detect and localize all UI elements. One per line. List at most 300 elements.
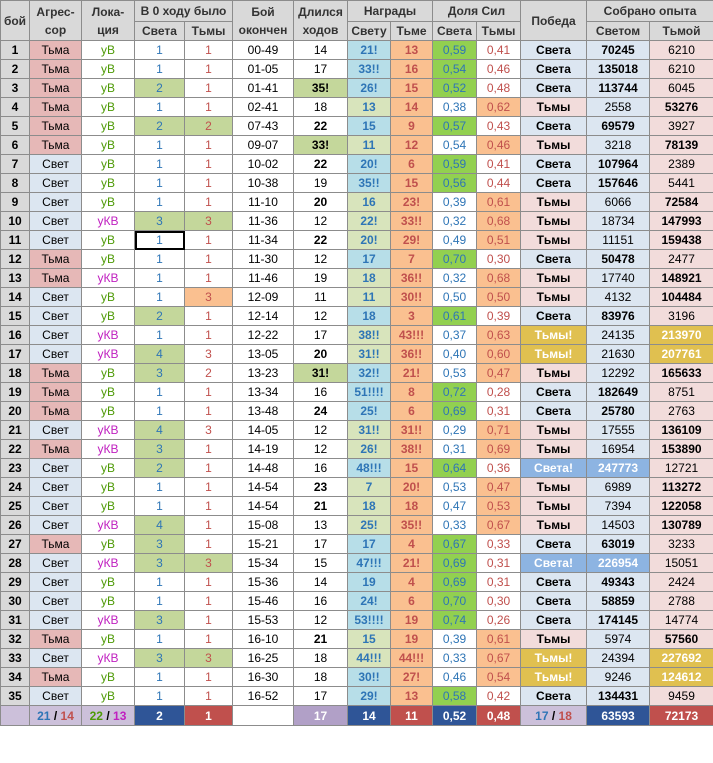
cell-sobrano-svetom[interactable]: 4132: [587, 288, 650, 307]
cell-sobrano-tmoy[interactable]: 122058: [650, 497, 713, 516]
cell-v0-sveta[interactable]: 1: [135, 136, 185, 155]
cell-nagrady-svetu[interactable]: 22!: [348, 212, 391, 231]
cell-dolya-tmy[interactable]: 0,68: [477, 269, 521, 288]
cell-sobrano-tmoy[interactable]: 207761: [650, 345, 713, 364]
cell-sobrano-svetom[interactable]: 18734: [587, 212, 650, 231]
cell-boy[interactable]: 2: [1, 60, 30, 79]
cell-agressor[interactable]: Тьма: [30, 60, 82, 79]
cell-pobeda[interactable]: Света!: [521, 554, 587, 573]
cell-pobeda[interactable]: Света: [521, 611, 587, 630]
cell-nagrady-svetu[interactable]: 32!!: [348, 364, 391, 383]
cell-boy[interactable]: 32: [1, 630, 30, 649]
cell-sobrano-tmoy[interactable]: 9459: [650, 687, 713, 706]
cell-sobrano-svetom[interactable]: 14503: [587, 516, 650, 535]
cell-lokaciya[interactable]: уВ: [82, 592, 135, 611]
cell-v0-sveta[interactable]: 1: [135, 41, 185, 60]
cell-dolya-sveta[interactable]: 0,59: [433, 155, 477, 174]
cell-dolya-tmy[interactable]: 0,43: [477, 117, 521, 136]
cell-v0-tmy[interactable]: 3: [185, 554, 233, 573]
cell-boy-okonchen[interactable]: 15-46: [233, 592, 294, 611]
cell-v0-tmy[interactable]: 2: [185, 364, 233, 383]
cell-pobeda[interactable]: Света: [521, 535, 587, 554]
cell-nagrady-tme[interactable]: 15: [391, 459, 433, 478]
totals-blank[interactable]: [1, 706, 30, 726]
cell-boy[interactable]: 4: [1, 98, 30, 117]
cell-lokaciya[interactable]: уВ: [82, 497, 135, 516]
cell-dolya-sveta[interactable]: 0,53: [433, 478, 477, 497]
cell-agressor[interactable]: Свет: [30, 592, 82, 611]
cell-nagrady-tme[interactable]: 14: [391, 98, 433, 117]
cell-dolya-tmy[interactable]: 0,61: [477, 193, 521, 212]
cell-lokaciya[interactable]: уВ: [82, 402, 135, 421]
cell-dlilsya[interactable]: 12: [294, 212, 348, 231]
cell-v0-sveta[interactable]: 2: [135, 117, 185, 136]
cell-sobrano-svetom[interactable]: 226954: [587, 554, 650, 573]
cell-dlilsya[interactable]: 20: [294, 345, 348, 364]
cell-boy-okonchen[interactable]: 01-05: [233, 60, 294, 79]
header-sobrano-svetom[interactable]: Светом: [587, 22, 650, 41]
cell-dolya-sveta[interactable]: 0,53: [433, 364, 477, 383]
cell-sobrano-svetom[interactable]: 70245: [587, 41, 650, 60]
cell-v0-tmy[interactable]: 1: [185, 326, 233, 345]
cell-nagrady-tme[interactable]: 6: [391, 592, 433, 611]
cell-nagrady-tme[interactable]: 7: [391, 250, 433, 269]
cell-nagrady-svetu[interactable]: 17: [348, 250, 391, 269]
cell-nagrady-svetu[interactable]: 24!: [348, 592, 391, 611]
cell-v0-sveta[interactable]: 3: [135, 554, 185, 573]
cell-sobrano-tmoy[interactable]: 2763: [650, 402, 713, 421]
cell-v0-sveta[interactable]: 1: [135, 155, 185, 174]
cell-v0-sveta[interactable]: 3: [135, 364, 185, 383]
cell-v0-tmy[interactable]: 1: [185, 60, 233, 79]
cell-dlilsya[interactable]: 22: [294, 231, 348, 250]
cell-nagrady-svetu[interactable]: 15: [348, 117, 391, 136]
cell-v0-sveta[interactable]: 1: [135, 326, 185, 345]
cell-dlilsya[interactable]: 12: [294, 611, 348, 630]
cell-sobrano-svetom[interactable]: 58859: [587, 592, 650, 611]
cell-pobeda[interactable]: Тьмы!: [521, 668, 587, 687]
cell-agressor[interactable]: Тьма: [30, 79, 82, 98]
cell-sobrano-tmoy[interactable]: 3927: [650, 117, 713, 136]
cell-sobrano-svetom[interactable]: 107964: [587, 155, 650, 174]
cell-v0-tmy[interactable]: 1: [185, 307, 233, 326]
cell-dolya-sveta[interactable]: 0,54: [433, 136, 477, 155]
cell-dolya-tmy[interactable]: 0,42: [477, 687, 521, 706]
cell-v0-tmy[interactable]: 1: [185, 535, 233, 554]
cell-v0-sveta[interactable]: 1: [135, 383, 185, 402]
cell-lokaciya[interactable]: уКВ: [82, 326, 135, 345]
cell-dlilsya[interactable]: 23: [294, 478, 348, 497]
cell-nagrady-tme[interactable]: 29!: [391, 231, 433, 250]
cell-lokaciya[interactable]: уВ: [82, 668, 135, 687]
cell-nagrady-tme[interactable]: 13: [391, 687, 433, 706]
cell-lokaciya[interactable]: уКВ: [82, 212, 135, 231]
cell-v0-tmy[interactable]: 1: [185, 459, 233, 478]
cell-dolya-tmy[interactable]: 0,31: [477, 573, 521, 592]
cell-agressor[interactable]: Тьма: [30, 98, 82, 117]
header-sobrano-tmoy[interactable]: Тьмой: [650, 22, 713, 41]
cell-boy[interactable]: 14: [1, 288, 30, 307]
cell-dolya-sveta[interactable]: 0,39: [433, 193, 477, 212]
cell-v0-tmy[interactable]: 1: [185, 174, 233, 193]
cell-boy-okonchen[interactable]: 13-48: [233, 402, 294, 421]
cell-lokaciya[interactable]: уВ: [82, 687, 135, 706]
cell-sobrano-tmoy[interactable]: 8751: [650, 383, 713, 402]
cell-dlilsya[interactable]: 17: [294, 60, 348, 79]
cell-nagrady-tme[interactable]: 16: [391, 60, 433, 79]
cell-pobeda[interactable]: Тьмы: [521, 440, 587, 459]
cell-nagrady-tme[interactable]: 44!!!: [391, 649, 433, 668]
header-agressor[interactable]: Агрес-сор: [30, 1, 82, 41]
cell-agressor[interactable]: Тьма: [30, 402, 82, 421]
cell-boy-okonchen[interactable]: 00-49: [233, 41, 294, 60]
cell-dlilsya[interactable]: 18: [294, 649, 348, 668]
cell-v0-tmy[interactable]: 1: [185, 250, 233, 269]
cell-sobrano-svetom[interactable]: 50478: [587, 250, 650, 269]
cell-agressor[interactable]: Свет: [30, 497, 82, 516]
cell-v0-tmy[interactable]: 1: [185, 79, 233, 98]
cell-boy[interactable]: 12: [1, 250, 30, 269]
cell-boy-okonchen[interactable]: 15-34: [233, 554, 294, 573]
cell-dolya-tmy[interactable]: 0,47: [477, 478, 521, 497]
cell-boy-okonchen[interactable]: 13-34: [233, 383, 294, 402]
cell-pobeda[interactable]: Света: [521, 383, 587, 402]
cell-dolya-sveta[interactable]: 0,33: [433, 516, 477, 535]
cell-agressor[interactable]: Свет: [30, 288, 82, 307]
cell-sobrano-tmoy[interactable]: 5441: [650, 174, 713, 193]
cell-dlilsya[interactable]: 13: [294, 516, 348, 535]
totals-sobrano-svetom[interactable]: 63593: [587, 706, 650, 726]
cell-agressor[interactable]: Свет: [30, 231, 82, 250]
cell-sobrano-tmoy[interactable]: 159438: [650, 231, 713, 250]
cell-boy[interactable]: 26: [1, 516, 30, 535]
cell-boy-okonchen[interactable]: 11-34: [233, 231, 294, 250]
cell-nagrady-tme[interactable]: 8: [391, 383, 433, 402]
cell-boy[interactable]: 31: [1, 611, 30, 630]
cell-dolya-sveta[interactable]: 0,57: [433, 117, 477, 136]
cell-dolya-sveta[interactable]: 0,69: [433, 573, 477, 592]
cell-pobeda[interactable]: Света: [521, 592, 587, 611]
cell-dlilsya[interactable]: 20: [294, 193, 348, 212]
cell-dolya-tmy[interactable]: 0,47: [477, 364, 521, 383]
header-nagrady-svetu[interactable]: Свету: [348, 22, 391, 41]
cell-v0-sveta[interactable]: 1: [135, 250, 185, 269]
cell-pobeda[interactable]: Тьмы: [521, 516, 587, 535]
cell-dolya-tmy[interactable]: 0,30: [477, 592, 521, 611]
cell-pobeda[interactable]: Света: [521, 60, 587, 79]
cell-sobrano-tmoy[interactable]: 6210: [650, 60, 713, 79]
header-boy[interactable]: бой: [1, 1, 30, 41]
cell-pobeda[interactable]: Тьмы: [521, 269, 587, 288]
cell-agressor[interactable]: Свет: [30, 421, 82, 440]
cell-lokaciya[interactable]: уВ: [82, 288, 135, 307]
cell-v0-sveta[interactable]: 1: [135, 231, 185, 250]
cell-lokaciya[interactable]: уВ: [82, 41, 135, 60]
cell-boy-okonchen[interactable]: 11-30: [233, 250, 294, 269]
cell-dolya-tmy[interactable]: 0,28: [477, 383, 521, 402]
cell-boy-okonchen[interactable]: 15-36: [233, 573, 294, 592]
cell-nagrady-svetu[interactable]: 20!: [348, 231, 391, 250]
cell-boy[interactable]: 10: [1, 212, 30, 231]
totals-v0-tmy[interactable]: 1: [185, 706, 233, 726]
cell-pobeda[interactable]: Света: [521, 174, 587, 193]
cell-lokaciya[interactable]: уВ: [82, 364, 135, 383]
totals-location[interactable]: 22 / 13: [82, 706, 135, 726]
cell-pobeda[interactable]: Света: [521, 155, 587, 174]
cell-boy[interactable]: 23: [1, 459, 30, 478]
cell-sobrano-svetom[interactable]: 7394: [587, 497, 650, 516]
cell-boy-okonchen[interactable]: 12-14: [233, 307, 294, 326]
cell-agressor[interactable]: Свет: [30, 516, 82, 535]
cell-boy-okonchen[interactable]: 12-09: [233, 288, 294, 307]
cell-pobeda[interactable]: Тьмы: [521, 98, 587, 117]
cell-nagrady-tme[interactable]: 31!!: [391, 421, 433, 440]
cell-dolya-sveta[interactable]: 0,59: [433, 41, 477, 60]
totals-nagrady-svetu[interactable]: 14: [348, 706, 391, 726]
cell-v0-sveta[interactable]: 2: [135, 307, 185, 326]
totals-agressor[interactable]: 21 / 14: [30, 706, 82, 726]
cell-lokaciya[interactable]: уВ: [82, 478, 135, 497]
cell-dolya-sveta[interactable]: 0,72: [433, 383, 477, 402]
cell-v0-tmy[interactable]: 1: [185, 687, 233, 706]
cell-dolya-tmy[interactable]: 0,53: [477, 497, 521, 516]
cell-nagrady-tme[interactable]: 3: [391, 307, 433, 326]
cell-dlilsya[interactable]: 21: [294, 497, 348, 516]
cell-v0-sveta[interactable]: 4: [135, 516, 185, 535]
cell-dolya-sveta[interactable]: 0,61: [433, 307, 477, 326]
cell-dolya-sveta[interactable]: 0,39: [433, 630, 477, 649]
header-sobrano[interactable]: Собрано опыта: [587, 1, 713, 22]
cell-lokaciya[interactable]: уВ: [82, 193, 135, 212]
cell-boy[interactable]: 18: [1, 364, 30, 383]
cell-boy[interactable]: 11: [1, 231, 30, 250]
cell-dolya-tmy[interactable]: 0,67: [477, 649, 521, 668]
cell-boy[interactable]: 22: [1, 440, 30, 459]
cell-v0-sveta[interactable]: 3: [135, 440, 185, 459]
cell-sobrano-svetom[interactable]: 24135: [587, 326, 650, 345]
cell-dlilsya[interactable]: 21: [294, 630, 348, 649]
cell-sobrano-svetom[interactable]: 11151: [587, 231, 650, 250]
cell-agressor[interactable]: Тьма: [30, 535, 82, 554]
cell-lokaciya[interactable]: уВ: [82, 79, 135, 98]
cell-sobrano-svetom[interactable]: 6989: [587, 478, 650, 497]
cell-v0-tmy[interactable]: 2: [185, 117, 233, 136]
cell-v0-tmy[interactable]: 1: [185, 497, 233, 516]
cell-v0-sveta[interactable]: 1: [135, 497, 185, 516]
cell-v0-tmy[interactable]: 1: [185, 592, 233, 611]
cell-v0-tmy[interactable]: 1: [185, 516, 233, 535]
cell-pobeda[interactable]: Тьмы!: [521, 326, 587, 345]
cell-nagrady-tme[interactable]: 43!!!: [391, 326, 433, 345]
cell-dolya-sveta[interactable]: 0,54: [433, 60, 477, 79]
cell-dolya-sveta[interactable]: 0,38: [433, 98, 477, 117]
cell-agressor[interactable]: Тьма: [30, 364, 82, 383]
cell-dolya-tmy[interactable]: 0,30: [477, 250, 521, 269]
cell-sobrano-tmoy[interactable]: 2389: [650, 155, 713, 174]
cell-nagrady-svetu[interactable]: 26!: [348, 79, 391, 98]
cell-v0-sveta[interactable]: 2: [135, 79, 185, 98]
cell-dlilsya[interactable]: 18: [294, 668, 348, 687]
cell-nagrady-tme[interactable]: 15: [391, 79, 433, 98]
cell-sobrano-svetom[interactable]: 17740: [587, 269, 650, 288]
cell-boy[interactable]: 19: [1, 383, 30, 402]
cell-dlilsya[interactable]: 17: [294, 326, 348, 345]
cell-dolya-sveta[interactable]: 0,37: [433, 326, 477, 345]
cell-nagrady-tme[interactable]: 20!: [391, 478, 433, 497]
cell-boy-okonchen[interactable]: 13-23: [233, 364, 294, 383]
cell-dlilsya[interactable]: 17: [294, 535, 348, 554]
cell-lokaciya[interactable]: уВ: [82, 535, 135, 554]
cell-boy[interactable]: 17: [1, 345, 30, 364]
cell-boy[interactable]: 7: [1, 155, 30, 174]
cell-dolya-sveta[interactable]: 0,31: [433, 440, 477, 459]
cell-v0-tmy[interactable]: 1: [185, 630, 233, 649]
cell-sobrano-tmoy[interactable]: 124612: [650, 668, 713, 687]
cell-v0-tmy[interactable]: 1: [185, 668, 233, 687]
cell-sobrano-tmoy[interactable]: 153890: [650, 440, 713, 459]
cell-dolya-tmy[interactable]: 0,46: [477, 136, 521, 155]
cell-sobrano-tmoy[interactable]: 12721: [650, 459, 713, 478]
cell-v0-tmy[interactable]: 1: [185, 440, 233, 459]
cell-nagrady-tme[interactable]: 4: [391, 535, 433, 554]
cell-boy[interactable]: 25: [1, 497, 30, 516]
cell-nagrady-svetu[interactable]: 17: [348, 535, 391, 554]
header-v0-sveta[interactable]: Света: [135, 22, 185, 41]
cell-v0-sveta[interactable]: 1: [135, 592, 185, 611]
cell-dolya-tmy[interactable]: 0,33: [477, 535, 521, 554]
cell-pobeda[interactable]: Тьмы: [521, 136, 587, 155]
cell-dlilsya[interactable]: 22: [294, 155, 348, 174]
cell-pobeda[interactable]: Света!: [521, 459, 587, 478]
cell-boy-okonchen[interactable]: 14-05: [233, 421, 294, 440]
cell-dolya-tmy[interactable]: 0,46: [477, 60, 521, 79]
cell-nagrady-tme[interactable]: 23!: [391, 193, 433, 212]
cell-nagrady-svetu[interactable]: 21!: [348, 41, 391, 60]
cell-lokaciya[interactable]: уКВ: [82, 440, 135, 459]
cell-nagrady-tme[interactable]: 38!!: [391, 440, 433, 459]
cell-lokaciya[interactable]: уВ: [82, 307, 135, 326]
cell-pobeda[interactable]: Света: [521, 573, 587, 592]
cell-agressor[interactable]: Тьма: [30, 117, 82, 136]
cell-agressor[interactable]: Тьма: [30, 668, 82, 687]
cell-sobrano-svetom[interactable]: 49343: [587, 573, 650, 592]
cell-sobrano-svetom[interactable]: 6066: [587, 193, 650, 212]
cell-v0-tmy[interactable]: 1: [185, 41, 233, 60]
cell-agressor[interactable]: Свет: [30, 307, 82, 326]
cell-dlilsya[interactable]: 14: [294, 41, 348, 60]
cell-pobeda[interactable]: Света: [521, 117, 587, 136]
cell-dolya-tmy[interactable]: 0,50: [477, 288, 521, 307]
cell-sobrano-svetom[interactable]: 16954: [587, 440, 650, 459]
cell-dolya-tmy[interactable]: 0,31: [477, 402, 521, 421]
cell-dlilsya[interactable]: 12: [294, 250, 348, 269]
cell-v0-tmy[interactable]: 3: [185, 345, 233, 364]
header-boy-okonchen[interactable]: Бой окончен: [233, 1, 294, 41]
cell-nagrady-svetu[interactable]: 15: [348, 630, 391, 649]
cell-dlilsya[interactable]: 33!: [294, 136, 348, 155]
cell-v0-sveta[interactable]: 1: [135, 573, 185, 592]
cell-dolya-tmy[interactable]: 0,54: [477, 668, 521, 687]
cell-nagrady-svetu[interactable]: 11: [348, 288, 391, 307]
cell-nagrady-svetu[interactable]: 47!!!: [348, 554, 391, 573]
totals-dolya-tmy[interactable]: 0,48: [477, 706, 521, 726]
cell-lokaciya[interactable]: уВ: [82, 155, 135, 174]
cell-sobrano-svetom[interactable]: 69579: [587, 117, 650, 136]
cell-dlilsya[interactable]: 12: [294, 421, 348, 440]
cell-dolya-sveta[interactable]: 0,64: [433, 459, 477, 478]
header-pobeda[interactable]: Победа: [521, 1, 587, 41]
cell-nagrady-svetu[interactable]: 11: [348, 136, 391, 155]
cell-sobrano-svetom[interactable]: 135018: [587, 60, 650, 79]
cell-dolya-tmy[interactable]: 0,68: [477, 212, 521, 231]
cell-dolya-sveta[interactable]: 0,70: [433, 592, 477, 611]
cell-nagrady-svetu[interactable]: 7: [348, 478, 391, 497]
cell-lokaciya[interactable]: уКВ: [82, 269, 135, 288]
cell-agressor[interactable]: Свет: [30, 687, 82, 706]
cell-boy-okonchen[interactable]: 12-22: [233, 326, 294, 345]
cell-v0-tmy[interactable]: 1: [185, 136, 233, 155]
header-dolya-tmy[interactable]: Тьмы: [477, 22, 521, 41]
cell-dolya-sveta[interactable]: 0,58: [433, 687, 477, 706]
cell-lokaciya[interactable]: уВ: [82, 231, 135, 250]
cell-v0-sveta[interactable]: 3: [135, 611, 185, 630]
cell-sobrano-tmoy[interactable]: 147993: [650, 212, 713, 231]
cell-boy[interactable]: 27: [1, 535, 30, 554]
cell-agressor[interactable]: Тьма: [30, 269, 82, 288]
cell-lokaciya[interactable]: уВ: [82, 573, 135, 592]
cell-lokaciya[interactable]: уВ: [82, 117, 135, 136]
cell-dolya-tmy[interactable]: 0,51: [477, 231, 521, 250]
cell-dolya-sveta[interactable]: 0,47: [433, 497, 477, 516]
cell-nagrady-tme[interactable]: 36!!: [391, 345, 433, 364]
cell-nagrady-tme[interactable]: 6: [391, 155, 433, 174]
cell-boy[interactable]: 3: [1, 79, 30, 98]
cell-v0-tmy[interactable]: 3: [185, 649, 233, 668]
header-nagrady-tme[interactable]: Тьме: [391, 22, 433, 41]
cell-lokaciya[interactable]: уКВ: [82, 516, 135, 535]
cell-agressor[interactable]: Тьма: [30, 383, 82, 402]
cell-dolya-tmy[interactable]: 0,31: [477, 554, 521, 573]
cell-sobrano-svetom[interactable]: 113744: [587, 79, 650, 98]
totals-sobrano-tmoy[interactable]: 72173: [650, 706, 713, 726]
cell-v0-sveta[interactable]: 3: [135, 649, 185, 668]
cell-pobeda[interactable]: Тьмы!: [521, 345, 587, 364]
cell-v0-tmy[interactable]: 3: [185, 212, 233, 231]
cell-sobrano-svetom[interactable]: 24394: [587, 649, 650, 668]
cell-boy[interactable]: 15: [1, 307, 30, 326]
cell-v0-tmy[interactable]: 3: [185, 421, 233, 440]
cell-nagrady-tme[interactable]: 36!!: [391, 269, 433, 288]
cell-dlilsya[interactable]: 22: [294, 117, 348, 136]
cell-pobeda[interactable]: Тьмы: [521, 421, 587, 440]
cell-v0-tmy[interactable]: 1: [185, 193, 233, 212]
cell-boy[interactable]: 34: [1, 668, 30, 687]
cell-sobrano-tmoy[interactable]: 72584: [650, 193, 713, 212]
cell-sobrano-tmoy[interactable]: 3196: [650, 307, 713, 326]
cell-boy[interactable]: 24: [1, 478, 30, 497]
cell-dolya-sveta[interactable]: 0,49: [433, 231, 477, 250]
cell-v0-sveta[interactable]: 1: [135, 687, 185, 706]
cell-lokaciya[interactable]: уКВ: [82, 611, 135, 630]
cell-boy[interactable]: 21: [1, 421, 30, 440]
cell-nagrady-svetu[interactable]: 35!!: [348, 174, 391, 193]
cell-agressor[interactable]: Свет: [30, 478, 82, 497]
cell-dlilsya[interactable]: 18: [294, 98, 348, 117]
cell-dolya-sveta[interactable]: 0,40: [433, 345, 477, 364]
cell-pobeda[interactable]: Тьмы: [521, 364, 587, 383]
cell-boy[interactable]: 5: [1, 117, 30, 136]
cell-lokaciya[interactable]: уВ: [82, 630, 135, 649]
